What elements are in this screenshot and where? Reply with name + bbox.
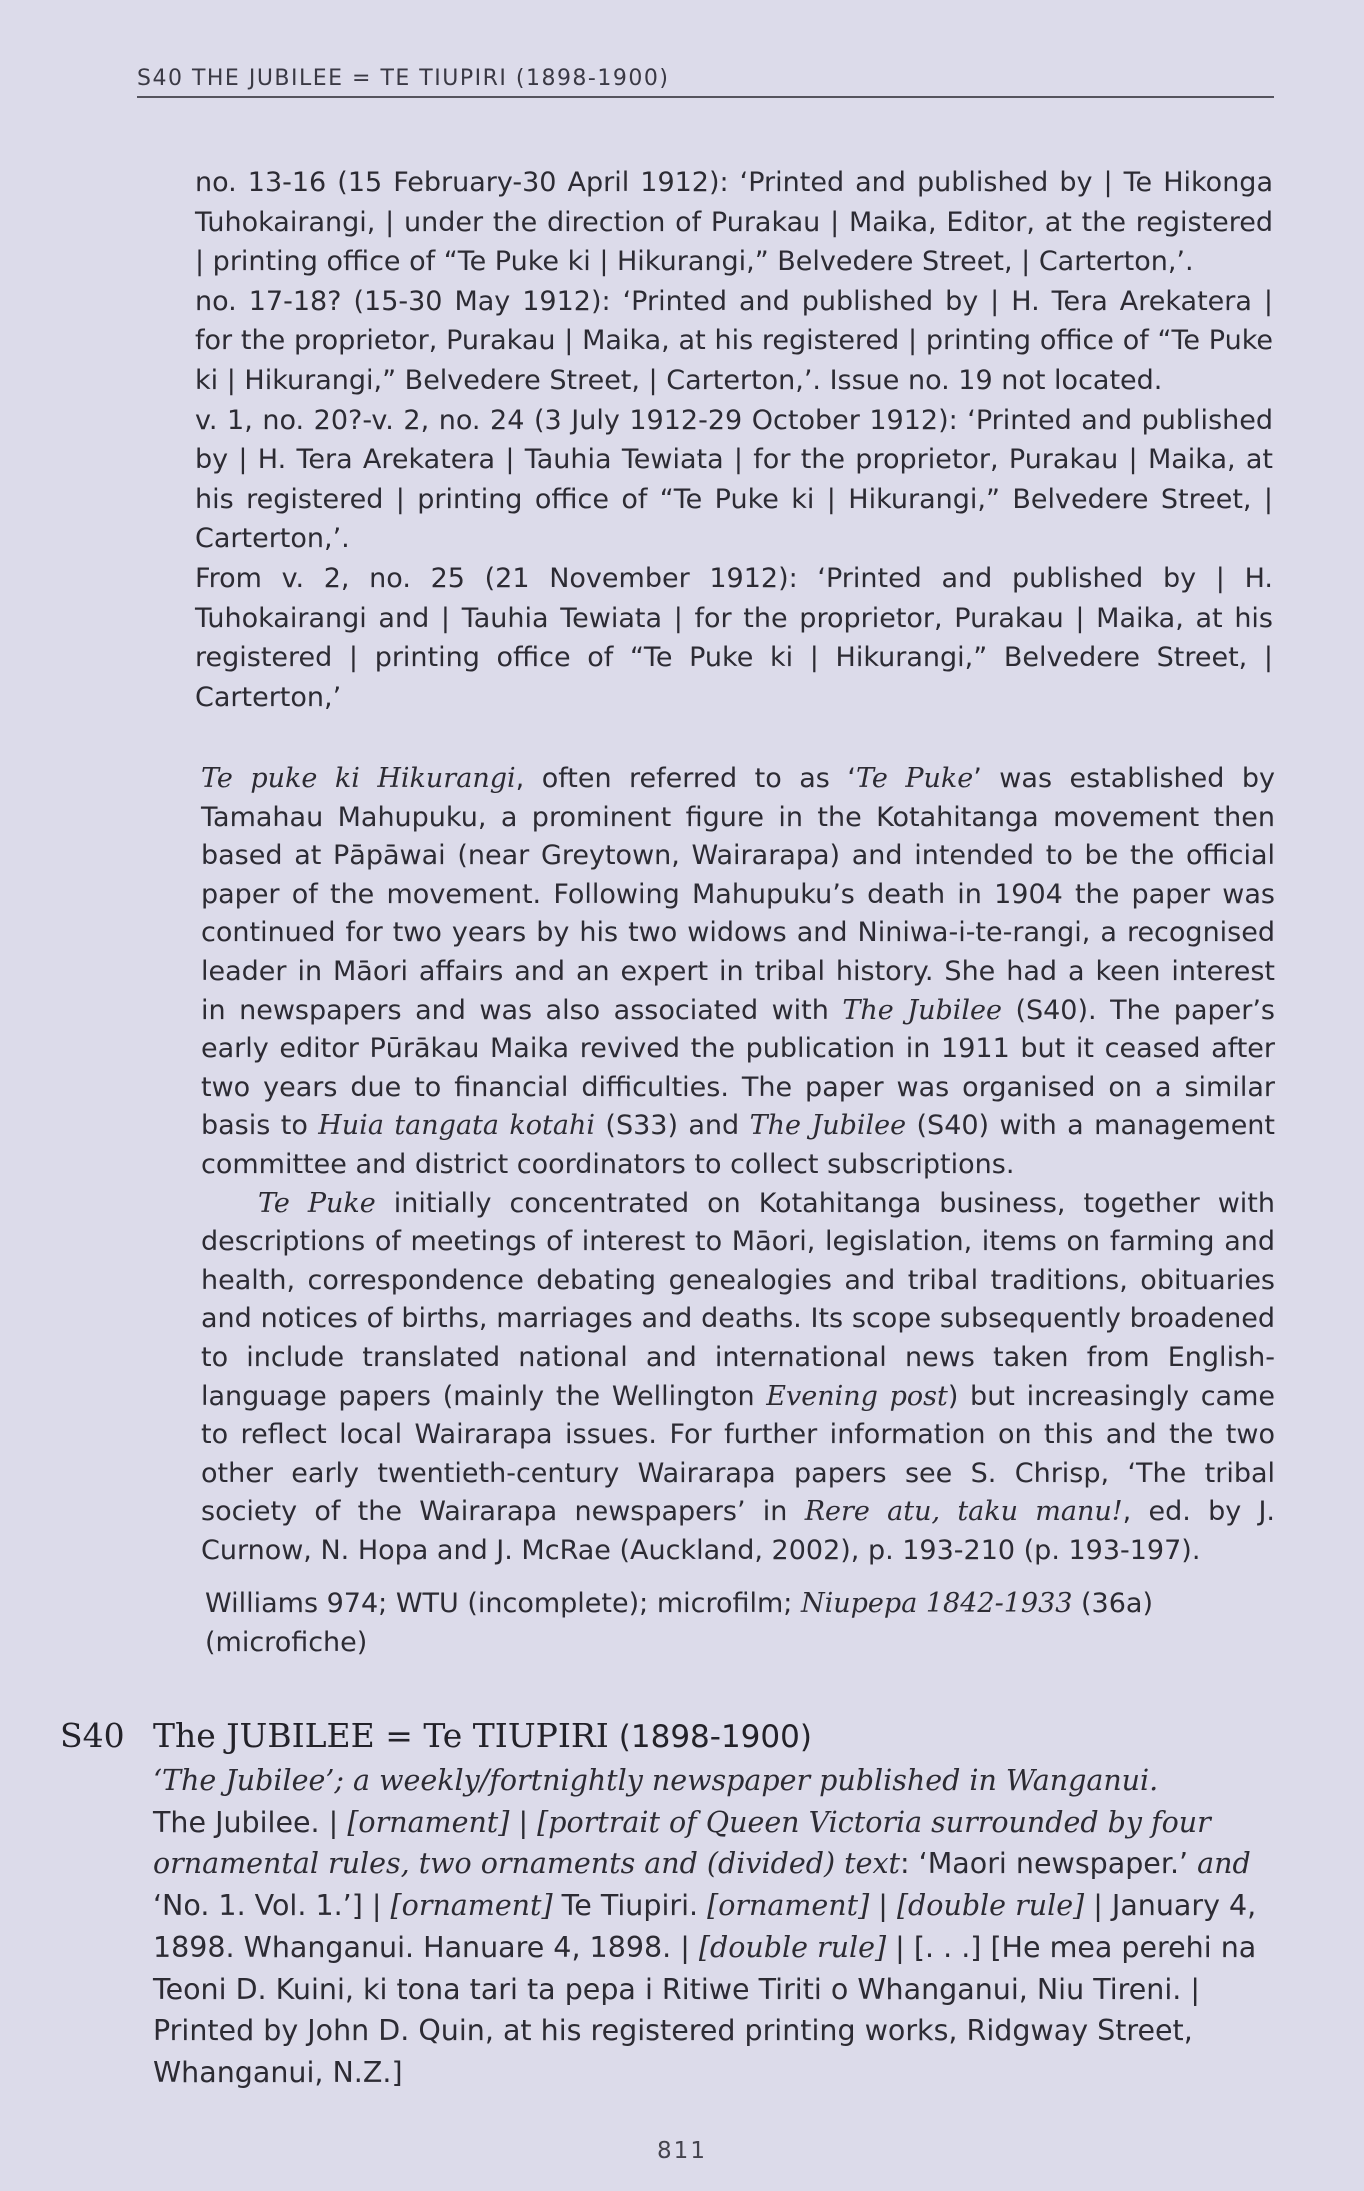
editorial-note: [ornament] bbox=[707, 1889, 870, 1923]
editorial-note: and bbox=[1197, 1847, 1251, 1881]
text-run: | [. . .] [He mea perehi na Teoni D. Kuini, ki tona tari ta pepa i Ritiwe Tiriti o Whanganui, Niu Tireni. | Printed by John D. Quin, at his registered printing works, Ridgway Street, Whanganui, N.Z.] bbox=[153, 1930, 1257, 2089]
title-italic: Te Puke bbox=[258, 1187, 376, 1219]
holdings-note bbox=[205, 1584, 1275, 1662]
imprint-entry: From v. 2, no. 25 (21 November 1912): ‘Printed and published by | H. Tuhokairangi and | Tauhia Tewiata | for the proprietor, Purakau | Maika, at his registered | printing office of “Te Puke ki | Hikurangi,” Belvedere Street, | Carterton,’ bbox=[195, 562, 1273, 713]
commentary-paragraph-1 bbox=[201, 760, 1275, 1185]
running-head: S40 THE JUBILEE = TE TIUPIRI (1898-1900) bbox=[137, 66, 670, 91]
title-italic: Huia tangata kotahi bbox=[318, 1110, 595, 1142]
text-run: Te Tiupiri. bbox=[552, 1889, 708, 1923]
title-italic: The Jubilee bbox=[749, 1110, 907, 1142]
page-number: 811 bbox=[657, 2138, 707, 2164]
text-run: , often referred to as ‘ bbox=[515, 763, 856, 794]
text-run: (S40) with a management committee and district coordinators to collect subscriptions. bbox=[201, 1110, 1276, 1180]
text-run: The Jubilee. | bbox=[153, 1805, 348, 1839]
text-run: | bbox=[869, 1889, 897, 1923]
text-run: ‘No. 1. Vol. 1.’] | bbox=[153, 1889, 391, 1923]
entry-dates: (1898-1900) bbox=[618, 1719, 812, 1755]
entry-number: S40 bbox=[60, 1716, 125, 1755]
text-run: ) but increasingly came to reflect local Wairarapa issues. For further information on this and the two other early twentieth-century Wairarapa papers see S. Chrisp, ‘The tribal society of the Wairarapa newspapers’ in bbox=[201, 1380, 1275, 1528]
entry-description bbox=[153, 1760, 1273, 2094]
entry-title-text: The JUBILEE = Te TIUPIRI bbox=[153, 1716, 609, 1755]
imprint-list bbox=[195, 163, 1273, 717]
holdings-paragraph bbox=[205, 1584, 1275, 1662]
entry-transcription bbox=[153, 1802, 1273, 2094]
text-run: (36a) (microfiche) bbox=[205, 1588, 1153, 1658]
text-run: (S40). The paper’s early editor Pūrākau Maika revived the publication in 1911 but it ceased after two years due to financial difficulties. The paper was organised on a similar basis to bbox=[201, 994, 1275, 1142]
text-run: ’ was established by Tamahau Mahupuku, a prominent figure in the Kotahitanga movement then based at Pāpāwai (near Greytown, Wairarapa) and intended to be the official paper of the movement. Following Mahupuku’s death in 1904 the paper was continued for two years by his two widows and Niniwa-i-te-rangi, a recognised leader in Māori affairs and an expert in tribal history. She had a keen interest in newspapers and was also associated with bbox=[201, 763, 1275, 1026]
text-run: | January 4, 1898. Whanganui. Hanuare 4, 1898. | bbox=[153, 1889, 1257, 1964]
editorial-note: [ornament] bbox=[390, 1889, 553, 1923]
header-rule bbox=[137, 96, 1274, 98]
editorial-note: [double rule] bbox=[896, 1889, 1085, 1923]
editorial-note: [ornament] bbox=[347, 1805, 510, 1839]
text-run: | bbox=[509, 1805, 538, 1839]
entry-title bbox=[153, 1716, 1273, 1755]
title-italic: Evening post bbox=[766, 1380, 948, 1412]
imprint-entry: v. 1, no. 20?-v. 2, no. 24 (3 July 1912-29 October 1912): ‘Printed and published by | H. Tera Arekatera | Tauhia Tewiata | for the proprietor, Purakau | Maika, at his registered | printing office of “Te Puke ki | Hikurangi,” Belvedere Street, | Carterton,’. bbox=[195, 404, 1273, 555]
title-italic: Te Puke bbox=[855, 763, 974, 794]
text-run: , ed. by J. Curnow, N. Hopa and J. McRae (Auckland, 2002), p. 193-210 (p. 193-197). bbox=[201, 1496, 1275, 1566]
title-italic: Rere atu, taku manu! bbox=[804, 1496, 1123, 1528]
editorial-note: [double rule] bbox=[698, 1930, 887, 1964]
imprint-entry: no. 13-16 (15 February-30 April 1912): ‘Printed and published by | Te Hikonga Tuhokairangi, | under the direction of Purakau | Maika, Editor, at the registered | printing office of “Te Puke ki | Hikurangi,” Belvedere Street, | Carterton,’. bbox=[195, 167, 1273, 278]
text-run: Williams 974; WTU (incomplete); microfilm; bbox=[205, 1588, 801, 1619]
title-italic: The Jubilee bbox=[842, 994, 1002, 1026]
entry-summary: ‘The Jubilee’; a weekly/fortnightly newspaper published in Wanganui. bbox=[153, 1764, 1159, 1797]
imprint-entry: no. 17-18? (15-30 May 1912): ‘Printed and published by | H. Tera Arekatera | for the proprietor, Purakau | Maika, at his registered | printing office of “Te Puke ki | Hikurangi,” Belvedere Street, | Carterton,’. Issue no. 19 not located. bbox=[195, 285, 1273, 396]
commentary-paragraph-2 bbox=[201, 1185, 1275, 1571]
editorial-note: [portrait of Queen Victoria surrounded by four ornamental rules, two ornaments and (divided) text bbox=[153, 1805, 1211, 1881]
title-italic: Te puke ki Hikurangi bbox=[201, 763, 516, 794]
text-run: initially concentrated on Kotahitanga business, together with descriptions of meetings of interest to Māori, legislation, items on farming and health, correspondence debating genealogies and tribal traditions, obituaries and notices of births, marriages and deaths. Its scope subsequently broadened to include translated national and international news taken from English-language papers (mainly the Wellington bbox=[201, 1187, 1275, 1412]
text-run: : ‘Maori newspaper.’ bbox=[900, 1847, 1198, 1881]
entry-commentary bbox=[201, 760, 1275, 1570]
title-italic: Niupepa 1842-1933 bbox=[801, 1588, 1073, 1619]
text-run: (S33) and bbox=[595, 1110, 750, 1142]
